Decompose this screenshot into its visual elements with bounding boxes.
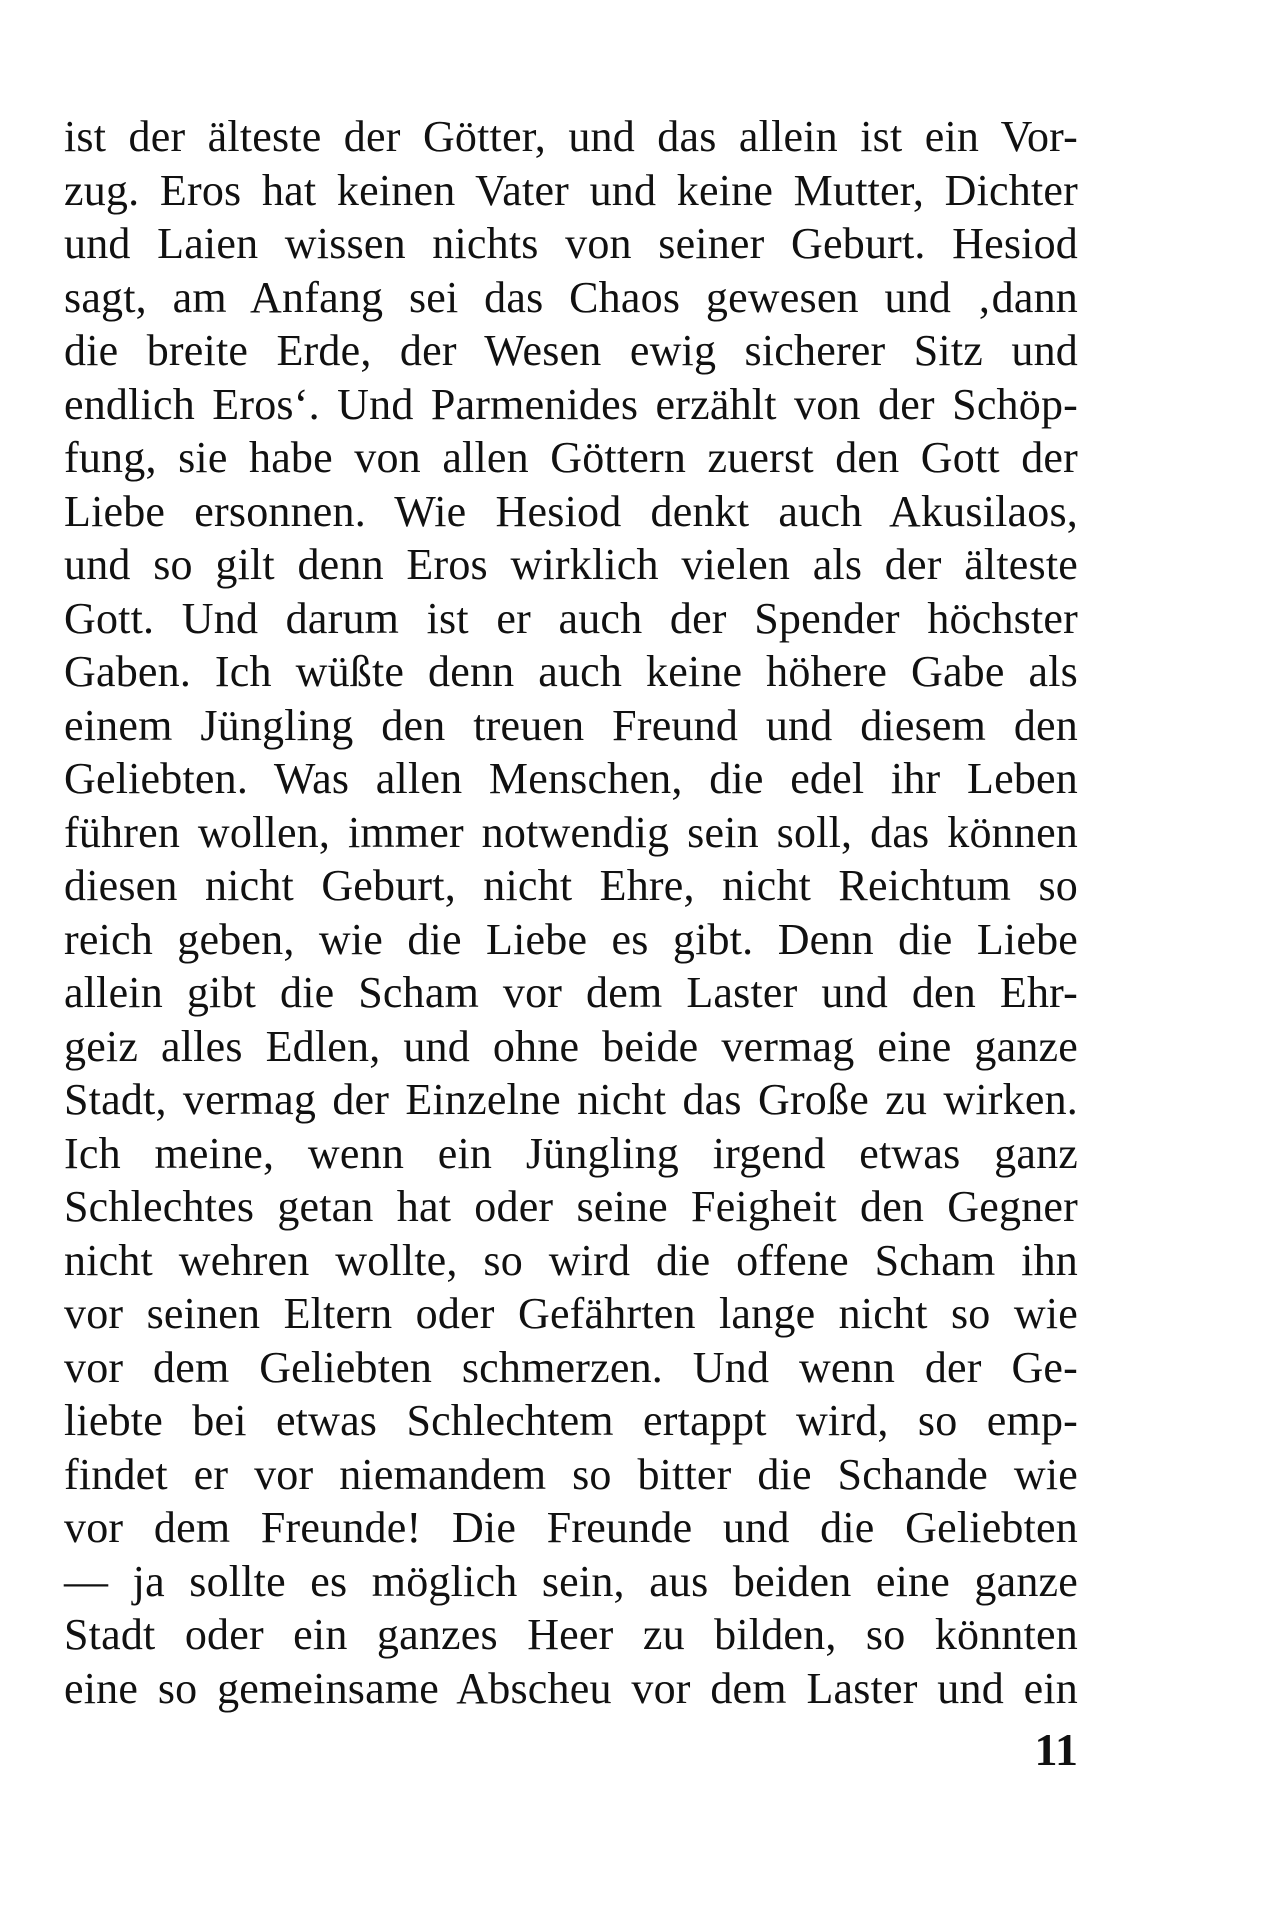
text-line: fung, sie habe von allen Göttern zuerst den Gott der xyxy=(64,433,1078,482)
text-line: Geliebten. Was allen Menschen, die edel ihr Leben xyxy=(64,754,1078,803)
text-line: vor dem Geliebten schmerzen. Und wenn der Ge- xyxy=(64,1342,1078,1392)
text-line: diesen nicht Geburt, nicht Ehre, nicht Reichtum so xyxy=(64,861,1078,910)
body-text xyxy=(64,110,1078,1715)
text-line: ist der älteste der Götter, und das allein ist ein Vor- xyxy=(64,112,1078,161)
text-line: Schlechtes getan hat oder seine Feigheit den Gegner xyxy=(64,1182,1078,1231)
text-line: einem Jüngling den treuen Freund und diesem den xyxy=(64,700,1078,750)
text-line: zug. Eros hat keinen Vater und keine Mutter, Dichter xyxy=(64,165,1078,215)
text-line: eine so gemeinsame Abscheu vor dem Laster und ein xyxy=(64,1663,1078,1713)
text-line: Stadt oder ein ganzes Heer zu bilden, so könnten xyxy=(64,1610,1078,1659)
text-line: führen wollen, immer notwendig sein soll, das können xyxy=(64,807,1078,857)
text-line: vor dem Freunde! Die Freunde und die Geliebten xyxy=(64,1503,1078,1552)
text-line: Gaben. Ich wüßte denn auch keine höhere Gabe als xyxy=(64,647,1078,696)
text-line: endlich Eros‘. Und Parmenides erzählt von der Schöp- xyxy=(64,379,1078,429)
page-number: 11 xyxy=(1034,1724,1078,1775)
text-line: geiz alles Edlen, und ohne beide vermag eine ganze xyxy=(64,1021,1078,1071)
text-line: reich geben, wie die Liebe es gibt. Denn die Liebe xyxy=(64,914,1078,964)
text-line: — ja sollte es möglich sein, aus beiden eine ganze xyxy=(64,1556,1078,1606)
text-line: die breite Erde, der Wesen ewig sicherer Sitz und xyxy=(64,326,1078,375)
text-line: Ich meine, wenn ein Jüngling irgend etwas ganz xyxy=(64,1128,1078,1178)
text-line: und so gilt denn Eros wirklich vielen als der älteste xyxy=(64,540,1078,589)
text-line: findet er vor niemandem so bitter die Schande wie xyxy=(64,1449,1078,1499)
text-line: liebte bei etwas Schlechtem ertappt wird, so emp- xyxy=(64,1396,1078,1445)
text-line: vor seinen Eltern oder Gefährten lange nicht so wie xyxy=(64,1289,1078,1338)
text-line: sagt, am Anfang sei das Chaos gewesen und ‚dann xyxy=(64,272,1078,322)
text-line: Liebe ersonnen. Wie Hesiod denkt auch Akusilaos, xyxy=(64,486,1078,536)
text-line: nicht wehren wollte, so wird die offene Scham ihn xyxy=(64,1235,1078,1285)
text-line: allein gibt die Scham vor dem Laster und den Ehr- xyxy=(64,968,1078,1017)
text-line: Gott. Und darum ist er auch der Spender höchster xyxy=(64,593,1078,643)
text-line: Stadt, vermag der Einzelne nicht das Große zu wirken. xyxy=(64,1075,1078,1124)
text-line: und Laien wissen nichts von seiner Geburt. Hesiod xyxy=(64,219,1078,268)
